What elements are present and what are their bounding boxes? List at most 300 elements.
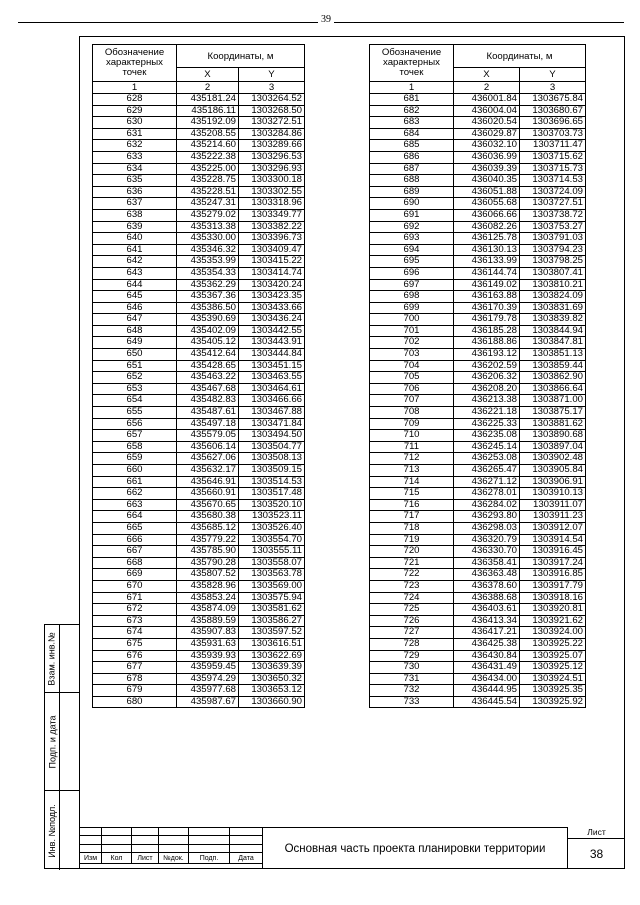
point-id-cell: 695: [370, 256, 454, 268]
x-coord-cell: 436298.03: [454, 522, 520, 534]
point-id-cell: 672: [93, 604, 177, 616]
x-coord-cell: 436032.10: [454, 140, 520, 152]
y-coord-cell: 1303881.62: [520, 418, 586, 430]
y-coord-cell: 1303296.93: [239, 163, 305, 175]
table-row: [370, 407, 586, 419]
x-coord-cell: 435228.75: [177, 175, 239, 187]
table-row: [370, 325, 586, 337]
x-coord-cell: 436445.54: [454, 696, 520, 708]
header-y: Y: [520, 68, 586, 82]
y-coord-cell: 1303517.48: [239, 488, 305, 500]
point-id-cell: 657: [93, 430, 177, 442]
y-coord-cell: 1303420.24: [239, 279, 305, 291]
stamp-label-izm: Изм: [80, 853, 102, 864]
x-coord-cell: 435785.90: [177, 546, 239, 558]
y-coord-cell: 1303912.07: [520, 522, 586, 534]
point-id-cell: 691: [370, 209, 454, 221]
x-coord-cell: 435807.52: [177, 569, 239, 581]
point-id-cell: 636: [93, 186, 177, 198]
x-coord-cell: 436125.78: [454, 233, 520, 245]
point-id-cell: 690: [370, 198, 454, 210]
table-row: [93, 662, 305, 674]
x-coord-cell: 435497.18: [177, 418, 239, 430]
table-row: [370, 302, 586, 314]
point-id-cell: 688: [370, 175, 454, 187]
table-row: [370, 105, 586, 117]
table-row: [370, 511, 586, 523]
point-id-cell: 633: [93, 151, 177, 163]
table-row: [370, 685, 586, 697]
title-block: [79, 827, 625, 869]
y-coord-cell: 1303925.12: [520, 662, 586, 674]
x-coord-cell: 435386.50: [177, 302, 239, 314]
table-row: [370, 638, 586, 650]
x-coord-cell: 435627.06: [177, 453, 239, 465]
x-coord-cell: 436430.84: [454, 650, 520, 662]
y-coord-cell: 1303753.27: [520, 221, 586, 233]
point-id-cell: 630: [93, 117, 177, 129]
stamp-label-list: Лист: [132, 853, 159, 864]
table-row: [370, 117, 586, 129]
y-coord-cell: 1303916.85: [520, 569, 586, 581]
point-id-cell: 660: [93, 465, 177, 477]
table-row: [93, 430, 305, 442]
y-coord-cell: 1303451.15: [239, 360, 305, 372]
x-coord-cell: 436051.88: [454, 186, 520, 198]
y-coord-cell: 1303862.90: [520, 372, 586, 384]
y-coord-cell: 1303443.91: [239, 337, 305, 349]
sheet-label: Лист: [567, 827, 625, 839]
y-coord-cell: 1303581.62: [239, 604, 305, 616]
point-id-cell: 652: [93, 372, 177, 384]
table-row: [93, 372, 305, 384]
y-coord-cell: 1303675.84: [520, 94, 586, 106]
table-row: [93, 175, 305, 187]
table-row: [370, 279, 586, 291]
y-coord-cell: 1303423.35: [239, 291, 305, 303]
y-coord-cell: 1303917.24: [520, 557, 586, 569]
point-id-cell: 653: [93, 383, 177, 395]
y-coord-cell: 1303902.48: [520, 453, 586, 465]
x-coord-cell: 436378.60: [454, 580, 520, 592]
point-id-cell: 647: [93, 314, 177, 326]
y-coord-cell: 1303471.84: [239, 418, 305, 430]
x-coord-cell: 436225.33: [454, 418, 520, 430]
y-coord-cell: 1303916.45: [520, 546, 586, 558]
point-id-cell: 637: [93, 198, 177, 210]
x-coord-cell: 436358.41: [454, 557, 520, 569]
y-coord-cell: 1303810.21: [520, 279, 586, 291]
y-coord-cell: 1303924.00: [520, 627, 586, 639]
side-cell-sign-date: [45, 693, 80, 791]
point-id-cell: 697: [370, 279, 454, 291]
x-coord-cell: 435228.51: [177, 186, 239, 198]
table-row: [93, 673, 305, 685]
table-row: [370, 441, 586, 453]
y-coord-cell: 1303871.00: [520, 395, 586, 407]
point-id-cell: 670: [93, 580, 177, 592]
y-coord-cell: 1303504.77: [239, 441, 305, 453]
side-cell-inv-original: [45, 791, 80, 870]
table-row: [93, 163, 305, 175]
table-row: [370, 650, 586, 662]
table-row: [93, 244, 305, 256]
point-id-cell: 664: [93, 511, 177, 523]
table-row: [93, 522, 305, 534]
x-coord-cell: 436004.04: [454, 105, 520, 117]
table-row: [93, 94, 305, 106]
x-coord-cell: 436213.38: [454, 395, 520, 407]
table-row: [370, 696, 586, 708]
x-coord-cell: 435346.32: [177, 244, 239, 256]
point-id-cell: 671: [93, 592, 177, 604]
table-row: [370, 209, 586, 221]
point-id-cell: 708: [370, 407, 454, 419]
x-coord-cell: 435214.60: [177, 140, 239, 152]
point-id-cell: 638: [93, 209, 177, 221]
point-id-cell: 717: [370, 511, 454, 523]
y-coord-cell: 1303284.86: [239, 128, 305, 140]
y-coord-cell: 1303714.53: [520, 175, 586, 187]
y-coord-cell: 1303318.96: [239, 198, 305, 210]
point-id-cell: 631: [93, 128, 177, 140]
table-row: [370, 430, 586, 442]
x-coord-cell: 436425.38: [454, 638, 520, 650]
table-row: [93, 349, 305, 361]
point-id-cell: 683: [370, 117, 454, 129]
table-row: [93, 453, 305, 465]
x-coord-cell: 435670.65: [177, 499, 239, 511]
x-coord-cell: 435367.36: [177, 291, 239, 303]
point-id-cell: 700: [370, 314, 454, 326]
x-coord-cell: 436278.01: [454, 488, 520, 500]
x-coord-cell: 435779.22: [177, 534, 239, 546]
table-row: [370, 337, 586, 349]
x-coord-cell: 435330.00: [177, 233, 239, 245]
table-row: [93, 395, 305, 407]
x-coord-cell: 435931.63: [177, 638, 239, 650]
y-coord-cell: 1303554.70: [239, 534, 305, 546]
table-row: [370, 186, 586, 198]
x-coord-cell: 436036.99: [454, 151, 520, 163]
table-row: [93, 407, 305, 419]
point-id-cell: 707: [370, 395, 454, 407]
table-row: [93, 546, 305, 558]
table-row: [370, 314, 586, 326]
table-row: [93, 198, 305, 210]
y-coord-cell: 1303924.51: [520, 673, 586, 685]
x-coord-cell: 436431.49: [454, 662, 520, 674]
y-coord-cell: 1303467.88: [239, 407, 305, 419]
y-coord-cell: 1303921.62: [520, 615, 586, 627]
y-coord-cell: 1303382.22: [239, 221, 305, 233]
table-row: [93, 140, 305, 152]
point-id-cell: 659: [93, 453, 177, 465]
document-title: Основная часть проекта планировки территории: [262, 827, 567, 869]
x-coord-cell: 435482.83: [177, 395, 239, 407]
y-coord-cell: 1303523.11: [239, 511, 305, 523]
x-coord-cell: 436388.68: [454, 592, 520, 604]
x-coord-cell: 436188.86: [454, 337, 520, 349]
point-id-cell: 702: [370, 337, 454, 349]
x-coord-cell: 436253.08: [454, 453, 520, 465]
point-id-cell: 706: [370, 383, 454, 395]
y-coord-cell: 1303442.55: [239, 325, 305, 337]
table-row: [370, 383, 586, 395]
y-coord-cell: 1303875.17: [520, 407, 586, 419]
point-id-cell: 662: [93, 488, 177, 500]
table-row: [370, 244, 586, 256]
y-coord-cell: 1303622.69: [239, 650, 305, 662]
point-id-cell: 674: [93, 627, 177, 639]
x-coord-cell: 435362.29: [177, 279, 239, 291]
point-id-cell: 729: [370, 650, 454, 662]
y-coord-cell: 1303563.78: [239, 569, 305, 581]
table-row: [370, 360, 586, 372]
side-label-sign-date: Подп. и дата: [47, 715, 58, 769]
table-row: [370, 453, 586, 465]
table-row: [370, 476, 586, 488]
y-coord-cell: 1303444.84: [239, 349, 305, 361]
y-coord-cell: 1303508.13: [239, 453, 305, 465]
y-coord-cell: 1303494.50: [239, 430, 305, 442]
y-coord-cell: 1303851.13: [520, 349, 586, 361]
point-id-cell: 676: [93, 650, 177, 662]
point-id-cell: 701: [370, 325, 454, 337]
point-id-cell: 634: [93, 163, 177, 175]
x-coord-cell: 435279.02: [177, 209, 239, 221]
header-col-number: 1: [370, 82, 454, 94]
point-id-cell: 669: [93, 569, 177, 581]
point-id-cell: 655: [93, 407, 177, 419]
point-id-cell: 710: [370, 430, 454, 442]
page-number-top: 39: [318, 14, 334, 25]
table-row: [93, 476, 305, 488]
table-row: [93, 314, 305, 326]
y-coord-cell: 1303514.53: [239, 476, 305, 488]
x-coord-cell: 435402.09: [177, 325, 239, 337]
y-coord-cell: 1303463.55: [239, 372, 305, 384]
table-row: [93, 534, 305, 546]
table-row: [93, 592, 305, 604]
y-coord-cell: 1303918.16: [520, 592, 586, 604]
y-coord-cell: 1303906.91: [520, 476, 586, 488]
x-coord-cell: 435974.29: [177, 673, 239, 685]
y-coord-cell: 1303925.07: [520, 650, 586, 662]
table-row: [370, 94, 586, 106]
y-coord-cell: 1303466.66: [239, 395, 305, 407]
x-coord-cell: 435208.55: [177, 128, 239, 140]
y-coord-cell: 1303910.13: [520, 488, 586, 500]
sheet-number: 38: [567, 839, 625, 869]
y-coord-cell: 1303859.44: [520, 360, 586, 372]
y-coord-cell: 1303464.61: [239, 383, 305, 395]
table-row: [370, 256, 586, 268]
point-id-cell: 718: [370, 522, 454, 534]
table-row: [370, 615, 586, 627]
y-coord-cell: 1303866.64: [520, 383, 586, 395]
table-row: [370, 534, 586, 546]
point-id-cell: 722: [370, 569, 454, 581]
point-id-cell: 693: [370, 233, 454, 245]
point-id-cell: 704: [370, 360, 454, 372]
x-coord-cell: 436271.12: [454, 476, 520, 488]
header-col-number: 3: [520, 82, 586, 94]
x-coord-cell: 435487.61: [177, 407, 239, 419]
x-coord-cell: 435660.91: [177, 488, 239, 500]
y-coord-cell: 1303911.23: [520, 511, 586, 523]
table-row: [93, 302, 305, 314]
point-id-cell: 666: [93, 534, 177, 546]
x-coord-cell: 436293.80: [454, 511, 520, 523]
x-coord-cell: 435646.91: [177, 476, 239, 488]
table-row: [93, 488, 305, 500]
x-coord-cell: 435790.28: [177, 557, 239, 569]
table-row: [93, 383, 305, 395]
y-coord-cell: 1303264.52: [239, 94, 305, 106]
table-row: [93, 615, 305, 627]
x-coord-cell: 435828.96: [177, 580, 239, 592]
table-row: [370, 140, 586, 152]
y-coord-cell: 1303349.77: [239, 209, 305, 221]
x-coord-cell: 435977.68: [177, 685, 239, 697]
y-coord-cell: 1303914.54: [520, 534, 586, 546]
y-coord-cell: 1303272.51: [239, 117, 305, 129]
point-id-cell: 682: [370, 105, 454, 117]
table-row: [370, 267, 586, 279]
x-coord-cell: 435222.38: [177, 151, 239, 163]
point-id-cell: 679: [93, 685, 177, 697]
x-coord-cell: 435353.99: [177, 256, 239, 268]
point-id-cell: 656: [93, 418, 177, 430]
x-coord-cell: 436179.78: [454, 314, 520, 326]
table-row: [370, 569, 586, 581]
table-row: [93, 638, 305, 650]
y-coord-cell: 1303555.11: [239, 546, 305, 558]
table-row: [370, 465, 586, 477]
point-id-cell: 641: [93, 244, 177, 256]
x-coord-cell: 436208.20: [454, 383, 520, 395]
y-coord-cell: 1303824.09: [520, 291, 586, 303]
point-id-cell: 714: [370, 476, 454, 488]
sheet-box: [567, 827, 625, 869]
y-coord-cell: 1303925.35: [520, 685, 586, 697]
x-coord-cell: 435181.24: [177, 94, 239, 106]
x-coord-cell: 436363.48: [454, 569, 520, 581]
y-coord-cell: 1303925.22: [520, 638, 586, 650]
x-coord-cell: 436040.35: [454, 175, 520, 187]
x-coord-cell: 436235.08: [454, 430, 520, 442]
y-coord-cell: 1303575.94: [239, 592, 305, 604]
x-coord-cell: 436029.87: [454, 128, 520, 140]
y-coord-cell: 1303653.12: [239, 685, 305, 697]
y-coord-cell: 1303409.47: [239, 244, 305, 256]
point-id-cell: 694: [370, 244, 454, 256]
point-id-cell: 650: [93, 349, 177, 361]
x-coord-cell: 435390.69: [177, 314, 239, 326]
y-coord-cell: 1303911.07: [520, 499, 586, 511]
y-coord-cell: 1303526.40: [239, 522, 305, 534]
y-coord-cell: 1303839.82: [520, 314, 586, 326]
y-coord-cell: 1303660.90: [239, 696, 305, 708]
x-coord-cell: 435313.38: [177, 221, 239, 233]
table-row: [370, 546, 586, 558]
point-id-cell: 632: [93, 140, 177, 152]
table-row: [93, 256, 305, 268]
header-col-number: 2: [454, 82, 520, 94]
point-id-cell: 685: [370, 140, 454, 152]
table-row: [370, 233, 586, 245]
side-approval-strip: [44, 624, 79, 869]
point-id-cell: 705: [370, 372, 454, 384]
x-coord-cell: 435987.67: [177, 696, 239, 708]
point-id-cell: 712: [370, 453, 454, 465]
table-row: [93, 685, 305, 697]
point-id-cell: 649: [93, 337, 177, 349]
table-row: [93, 128, 305, 140]
point-id-cell: 642: [93, 256, 177, 268]
point-id-cell: 640: [93, 233, 177, 245]
x-coord-cell: 435354.33: [177, 267, 239, 279]
x-coord-cell: 435853.24: [177, 592, 239, 604]
table-row: [93, 627, 305, 639]
y-coord-cell: 1303597.52: [239, 627, 305, 639]
x-coord-cell: 436444.95: [454, 685, 520, 697]
table-row: [93, 209, 305, 221]
point-id-cell: 639: [93, 221, 177, 233]
table-row: [93, 267, 305, 279]
x-coord-cell: 435186.11: [177, 105, 239, 117]
y-coord-cell: 1303433.66: [239, 302, 305, 314]
y-coord-cell: 1303791.03: [520, 233, 586, 245]
y-coord-cell: 1303738.72: [520, 209, 586, 221]
table-row: [370, 488, 586, 500]
table-row: [370, 522, 586, 534]
table-row: [93, 337, 305, 349]
x-coord-cell: 436221.18: [454, 407, 520, 419]
x-coord-cell: 436417.21: [454, 627, 520, 639]
side-label-replace-inv: Взам. инв.№: [47, 632, 58, 686]
point-id-cell: 663: [93, 499, 177, 511]
x-coord-cell: 435907.83: [177, 627, 239, 639]
x-coord-cell: 435579.05: [177, 430, 239, 442]
point-id-cell: 731: [370, 673, 454, 685]
point-id-cell: 646: [93, 302, 177, 314]
point-id-cell: 728: [370, 638, 454, 650]
header-col-number: 3: [239, 82, 305, 94]
x-coord-cell: 435405.12: [177, 337, 239, 349]
x-coord-cell: 435606.14: [177, 441, 239, 453]
table-row: [370, 499, 586, 511]
y-coord-cell: 1303639.39: [239, 662, 305, 674]
y-coord-cell: 1303711.47: [520, 140, 586, 152]
y-coord-cell: 1303569.00: [239, 580, 305, 592]
table-row: [93, 105, 305, 117]
table-row: [93, 186, 305, 198]
point-id-cell: 719: [370, 534, 454, 546]
y-coord-cell: 1303509.15: [239, 465, 305, 477]
table-row: [93, 441, 305, 453]
x-coord-cell: 436055.68: [454, 198, 520, 210]
y-coord-cell: 1303680.67: [520, 105, 586, 117]
y-coord-cell: 1303831.69: [520, 302, 586, 314]
coordinates-table-right: [369, 44, 586, 708]
side-cell-replace-inv: [45, 625, 80, 693]
table-row: [370, 627, 586, 639]
y-coord-cell: 1303703.73: [520, 128, 586, 140]
table-row: [93, 360, 305, 372]
point-id-cell: 675: [93, 638, 177, 650]
